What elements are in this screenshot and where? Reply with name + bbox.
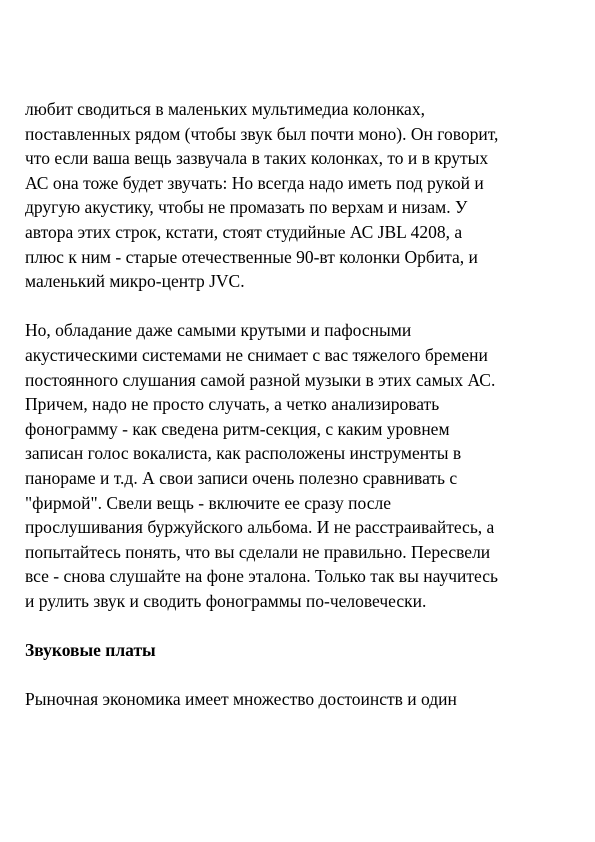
text-line: и рулить звук и сводить фонограммы по-человечески. xyxy=(25,590,427,611)
text-line: АС она тоже будет звучать: Но всегда надо иметь под рукой и xyxy=(25,172,484,193)
text-line: панораме и т.д. А свои записи очень полезно сравнивать с xyxy=(25,467,458,488)
paragraph-1 xyxy=(25,97,570,294)
text-line: Рыночная экономика имеет множество достоинств и один xyxy=(25,689,457,710)
text-line: акустическими системами не снимает с вас тяжелого бремени xyxy=(25,344,488,365)
text-line: фонограмму - как сведена ритм-секция, с каким уровнем xyxy=(25,418,450,439)
text-line: постоянного слушания самой разной музыки в этих самых АС. xyxy=(25,369,496,390)
text-line: поставленных рядом (чтобы звук был почти моно). Он говорит, xyxy=(25,123,499,144)
text-line: записан голос вокалиста, как расположены инструменты в xyxy=(25,443,462,464)
paragraph-2 xyxy=(25,318,570,613)
paragraph-spacer xyxy=(25,663,570,688)
text-line: Но, обладание даже самыми крутыми и пафосными xyxy=(25,320,412,341)
paragraph-spacer xyxy=(25,613,570,638)
section-heading: Звуковые платы xyxy=(25,640,156,661)
text-line: автора этих строк, кстати, стоят студийные АС JBL 4208, а xyxy=(25,221,463,242)
text-line: маленький микро-центр JVC. xyxy=(25,271,245,292)
text-line: плюс к ним - старые отечественные 90-вт колонки Орбита, и xyxy=(25,246,478,267)
text-line: "фирмой". Свели вещь - включите ее сразу после xyxy=(25,492,391,513)
text-line: другую акустику, чтобы не промазать по верхам и низам. У xyxy=(25,197,468,218)
document-page xyxy=(25,97,570,712)
paragraph-3 xyxy=(25,687,570,712)
text-line: что если ваша вещь зазвучала в таких колонках, то и в крутых xyxy=(25,148,489,169)
text-line: попытайтесь понять, что вы сделали не правильно. Пересвели xyxy=(25,541,491,562)
text-line: прослушивания буржуйского альбома. И не расстраивайтесь, а xyxy=(25,517,495,538)
text-line: любит сводиться в маленьких мультимедиа колонках, xyxy=(25,99,425,119)
paragraph-spacer xyxy=(25,294,570,319)
text-line: все - снова слушайте на фоне эталона. Только так вы научитесь xyxy=(25,566,498,587)
text-line: Причем, надо не просто случать, а четко анализировать xyxy=(25,394,440,415)
